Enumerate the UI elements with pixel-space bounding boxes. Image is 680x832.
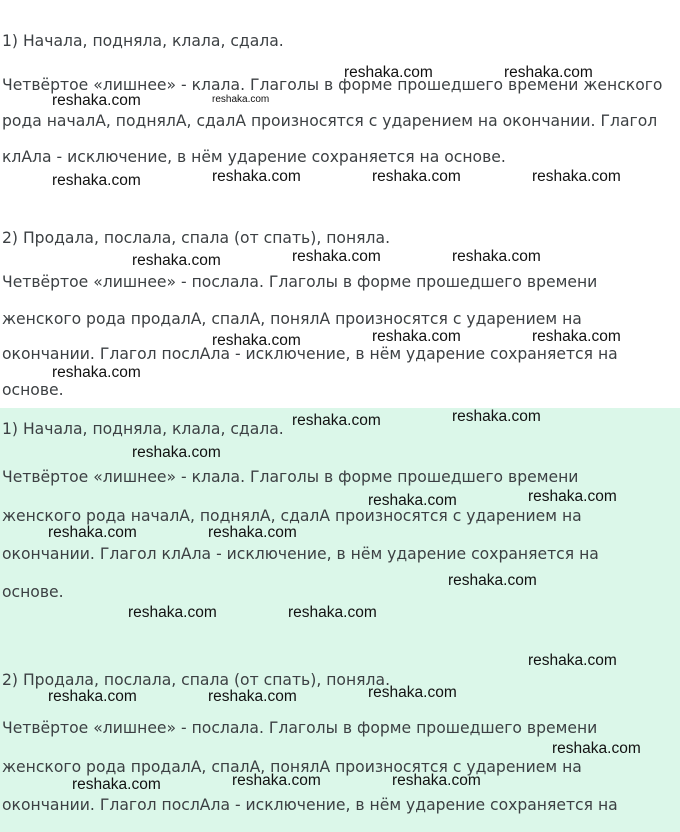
paragraph-line: 2) Продала, послала, спала (от спать), поняла. <box>2 229 391 247</box>
watermark: reshaka.com <box>132 444 221 461</box>
watermark: reshaka.com <box>72 776 161 793</box>
watermark: reshaka.com <box>532 328 621 345</box>
watermark: reshaka.com <box>452 248 541 265</box>
watermark: reshaka.com <box>344 64 433 81</box>
answer-section-1 <box>0 0 680 408</box>
watermark: reshaka.com <box>208 688 297 705</box>
paragraph-line: основе. <box>2 381 64 399</box>
paragraph-line: женского рода началА, поднялА, сдалА произносятся с ударением на <box>2 507 582 525</box>
watermark: reshaka.com <box>132 252 221 269</box>
watermark: reshaka.com <box>48 524 137 541</box>
watermark: reshaka.com <box>232 772 321 789</box>
watermark: reshaka.com <box>128 604 217 621</box>
watermark: reshaka.com <box>368 684 457 701</box>
watermark: reshaka.com <box>52 364 141 381</box>
watermark: reshaka.com <box>288 604 377 621</box>
watermark: reshaka.com <box>372 328 461 345</box>
watermark: reshaka.com <box>372 168 461 185</box>
paragraph-line: 1) Начала, подняла, клала, сдала. <box>2 420 284 438</box>
watermark: reshaka.com <box>392 772 481 789</box>
paragraph-line: окончании. Глагол послАла - исключение, в нём ударение сохраняется на <box>2 796 618 814</box>
watermark: reshaka.com <box>292 412 381 429</box>
watermark: reshaka.com <box>208 524 297 541</box>
paragraph-line: Четвёртое «лишнее» - послала. Глаголы в форме прошедшего времени <box>2 719 598 737</box>
paragraph-line: 2) Продала, послала, спала (от спать), поняла. <box>2 671 391 689</box>
paragraph-line: рода началА, поднялА, сдалА произносятся с ударением на окончании. Глагол <box>2 112 658 130</box>
paragraph-line: окончании. Глагол клАла - исключение, в нём ударение сохраняется на <box>2 545 599 563</box>
watermark: reshaka.com <box>504 64 593 81</box>
paragraph-line: Четвёртое «лишнее» - клала. Глаголы в форме прошедшего времени <box>2 468 579 486</box>
watermark: reshaka.com <box>448 572 537 589</box>
paragraph-line: 1) Начала, подняла, клала, сдала. <box>2 32 284 50</box>
watermark: reshaka.com <box>368 492 457 509</box>
watermark: reshaka.com <box>292 248 381 265</box>
watermark: reshaka.com <box>552 740 641 757</box>
watermark: reshaka.com <box>528 488 617 505</box>
paragraph-line: основе. <box>2 583 64 601</box>
watermark: reshaka.com <box>528 652 617 669</box>
watermark: reshaka.com <box>52 92 141 109</box>
watermark: reshaka.com <box>452 408 541 425</box>
watermark: reshaka.com <box>52 172 141 189</box>
watermark: reshaka.com <box>212 94 270 105</box>
paragraph-line: Четвёртое «лишнее» - клала. Глаголы в форме прошедшего времени женского <box>2 76 663 94</box>
watermark: reshaka.com <box>48 688 137 705</box>
paragraph-line: окончании. Глагол послАла - исключение, в нём ударение сохраняется на <box>2 345 618 363</box>
paragraph-line: женского рода продалА, спалА, понялА произносятся с ударением на <box>2 758 582 776</box>
watermark: reshaka.com <box>212 332 301 349</box>
paragraph-line: клАла - исключение, в нём ударение сохраняется на основе. <box>2 148 506 166</box>
paragraph-line: Четвёртое «лишнее» - послала. Глаголы в форме прошедшего времени <box>2 273 598 291</box>
paragraph-line: женского рода продалА, спалА, понялА произносятся с ударением на <box>2 310 582 328</box>
watermark: reshaka.com <box>532 168 621 185</box>
watermark: reshaka.com <box>212 168 301 185</box>
